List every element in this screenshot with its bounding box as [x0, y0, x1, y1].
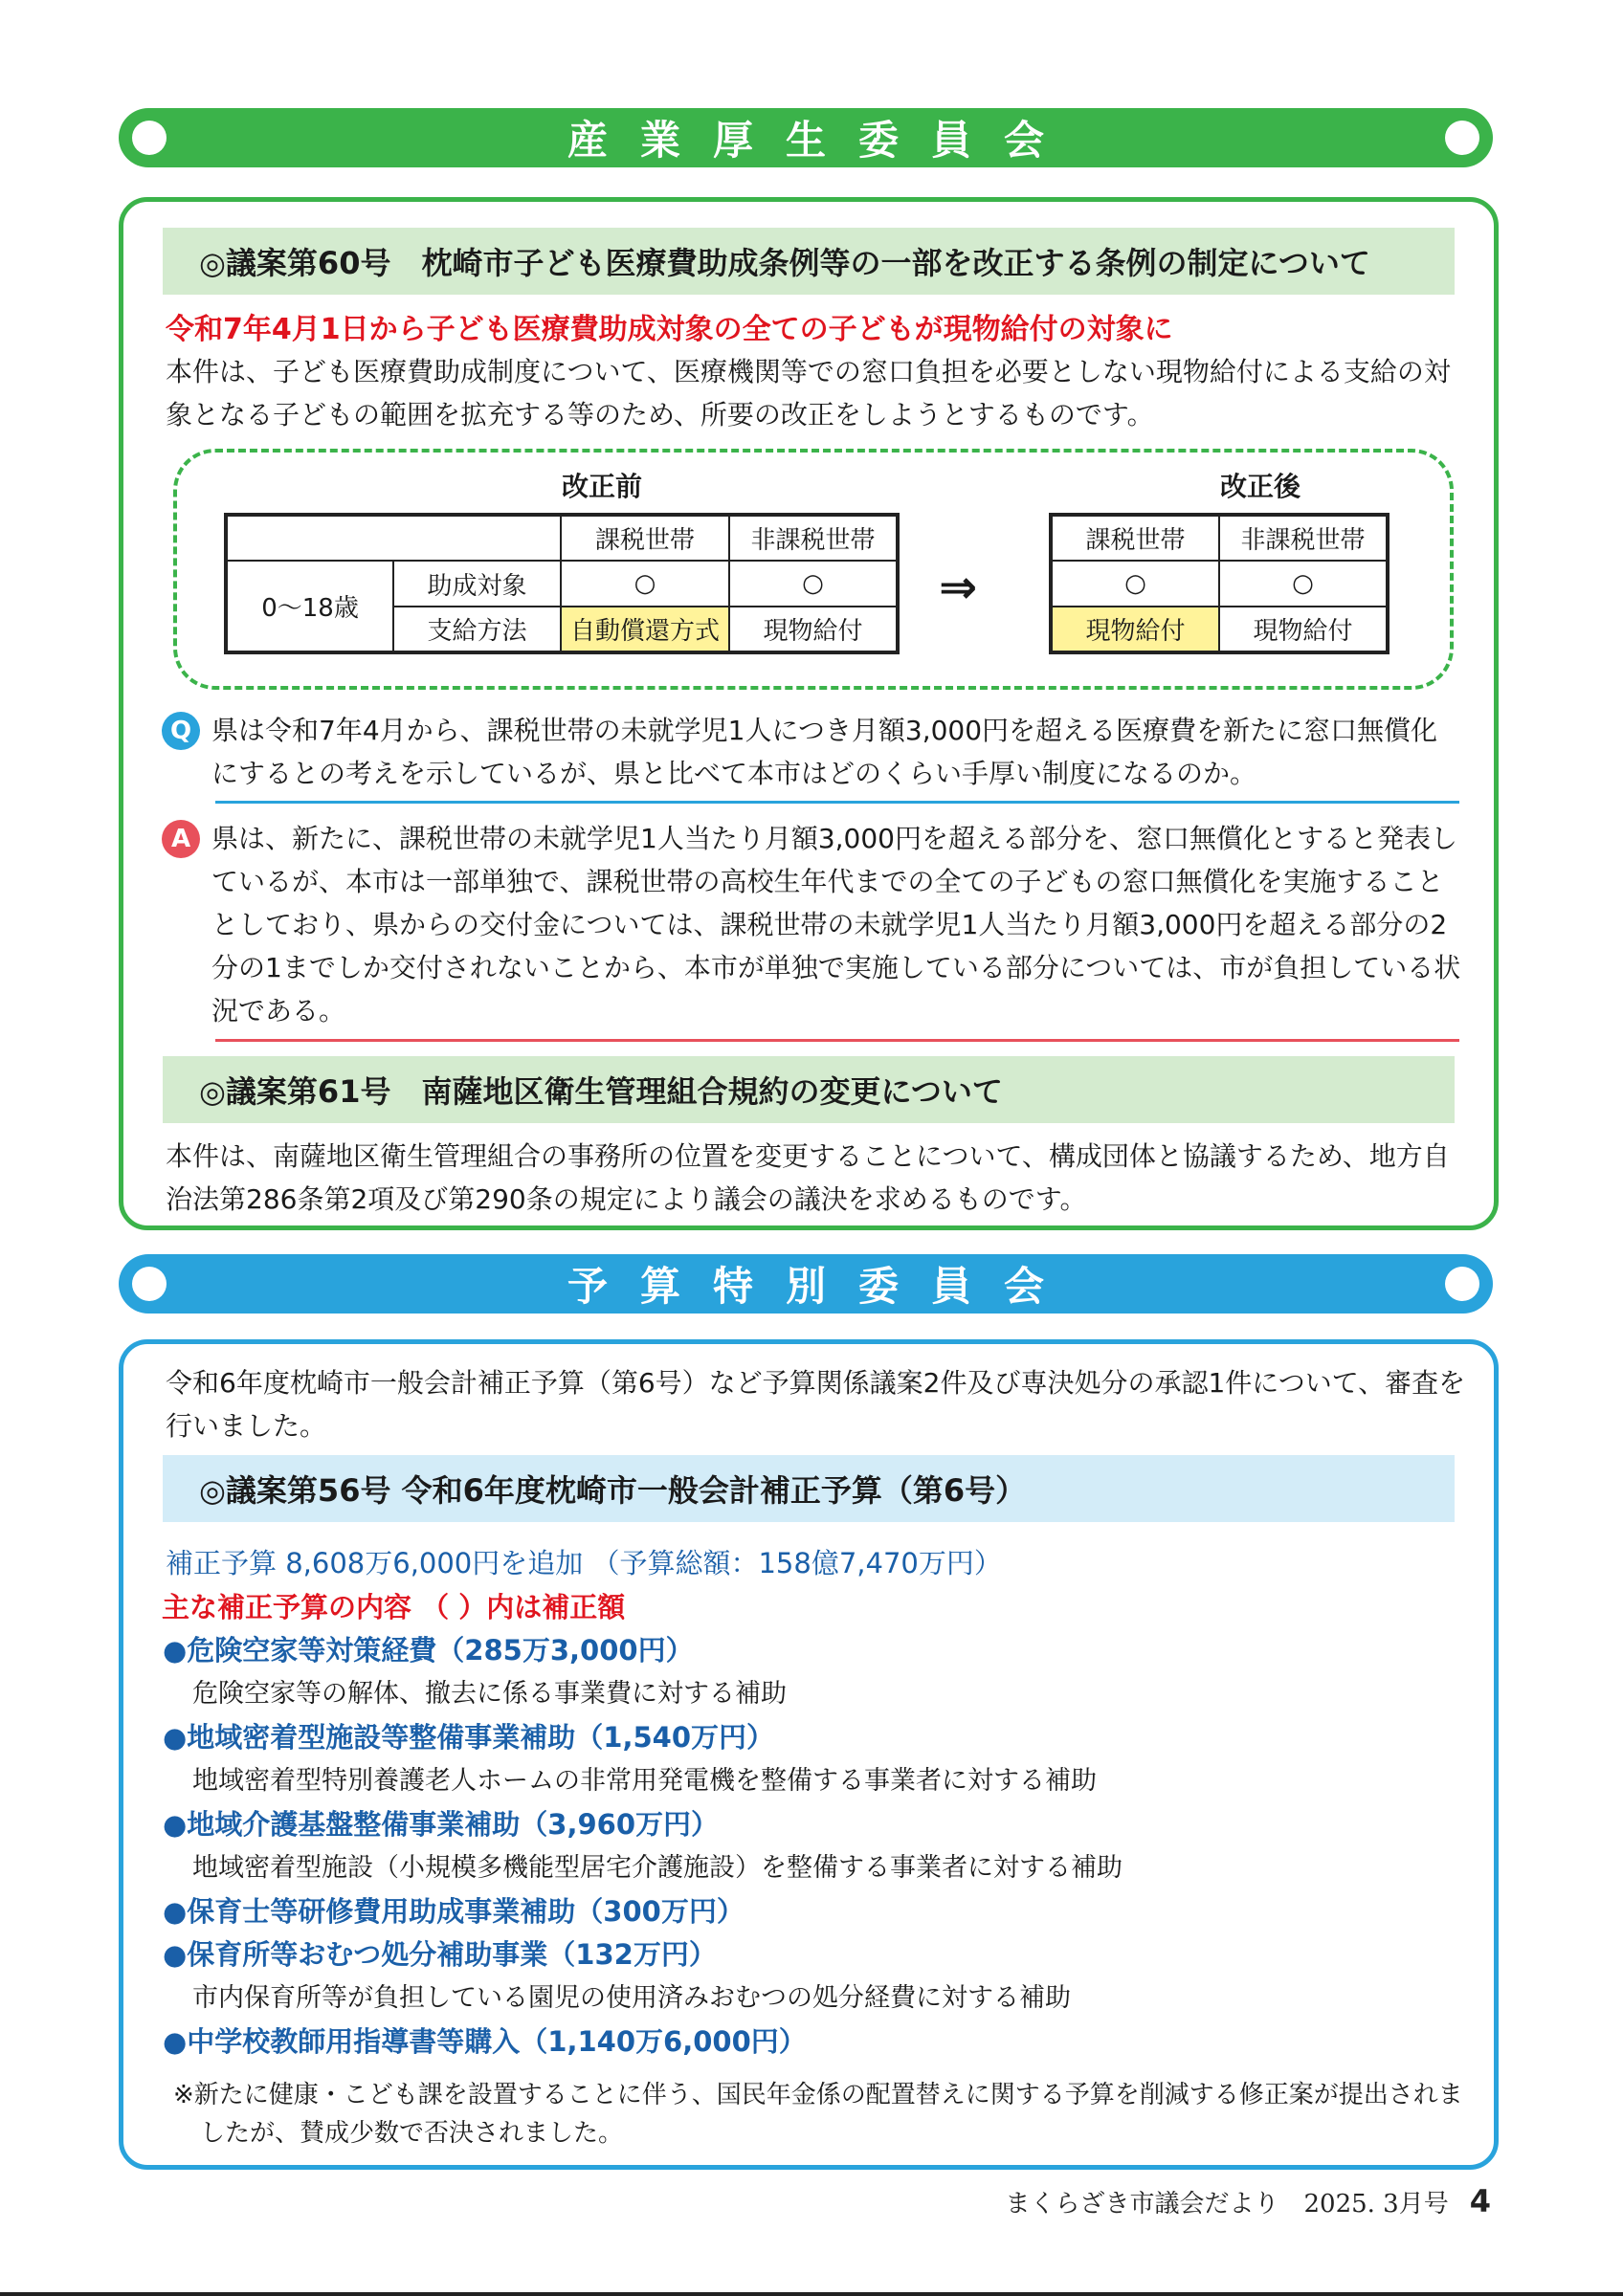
budget-item-title: ●地域密着型施設等整備事業補助（1,540万円） — [163, 1721, 775, 1754]
row-label-method: 支給方法 — [393, 607, 561, 652]
before-r1c1: ○ — [561, 561, 729, 607]
budget-intro: 令和6年度枕崎市一般会計補正予算（第6号）など予算関係議案2件及び専決処分の承認1件について、審査を行いました。 — [166, 1367, 1466, 1442]
bill-heading-61: ◎議案第61号 南薩地区衛生管理組合規約の変更について — [163, 1056, 1455, 1123]
age-cell: 0～18歳 — [226, 561, 393, 652]
row-label-eligible: 助成対象 — [393, 561, 561, 607]
bottom-border — [0, 2292, 1623, 2296]
after-r1c2: ○ — [1219, 561, 1388, 607]
budget-item-desc: 危険空家等の解体、撤去に係る事業費に対する補助 — [192, 1679, 787, 1709]
publication-name: まくらざき市議会だより 2025. 3月号 — [1005, 2190, 1449, 2219]
banner-dot-right — [1445, 1267, 1479, 1301]
budget-summary: 補正予算 8,608万6,000円を追加 （予算総額：158億7,470万円） — [166, 1547, 1002, 1579]
budget-item-title: ●保育所等おむつ処分補助事業（132万円） — [163, 1938, 717, 1971]
amendment-note: ※新たに健康・こども課を設置することに伴う、国民年金係の配置替えに関する予算を削減する修正案が提出されましたが、賛成少数で否決されました。 — [173, 2081, 1463, 2148]
banner-dot-right — [1445, 121, 1479, 155]
a-badge-icon: A — [162, 820, 200, 858]
banner-dot-left — [132, 121, 167, 155]
before-corner — [226, 515, 561, 561]
before-col-nontaxed: 非課税世帯 — [729, 515, 898, 561]
page-number: 4 — [1469, 2183, 1491, 2219]
before-caption: 改正前 — [561, 471, 642, 502]
section-banner-sangyo — [119, 108, 1493, 167]
items-header: 主な補正予算の内容 （ ）内は補正額 — [162, 1591, 626, 1623]
question-block — [162, 709, 1463, 795]
bill-heading-56: ◎議案第56号 令和6年度枕崎市一般会計補正予算（第6号） — [163, 1455, 1455, 1522]
after-r2c1: 現物給付 — [1051, 607, 1219, 652]
page-footer — [1005, 2183, 1491, 2219]
section-box-yosan — [119, 1339, 1499, 2170]
answer-block — [162, 817, 1463, 1032]
before-r2c2: 現物給付 — [729, 607, 898, 652]
budget-item-desc: 市内保育所等が負担している園児の使用済みおむつの処分経費に対する補助 — [192, 1983, 1071, 2013]
budget-item-title: ●危険空家等対策経費（285万3,000円） — [163, 1634, 694, 1667]
bill-highlight: 令和7年4月1日から子ども医療費助成対象の全ての子どもが現物給付の対象に — [166, 313, 1173, 346]
banner-dot-left — [132, 1267, 167, 1301]
budget-item-title: ●中学校教師用指導書等購入（1,140万6,000円） — [163, 2025, 807, 2058]
bill-heading-60: ◎議案第60号 枕崎市子ども医療費助成条例等の一部を改正する条例の制定について — [163, 228, 1455, 295]
before-r2c1: 自動償還方式 — [561, 607, 729, 652]
before-r1c2: ○ — [729, 561, 898, 607]
bill-body-61: 本件は、南薩地区衛生管理組合の事務所の位置を変更することについて、構成団体と協議するため、地方自治法第286条第2項及び第290条の規定により議会の議決を求めるものです。 — [166, 1140, 1450, 1215]
answer-divider — [215, 1039, 1459, 1042]
after-table — [1049, 513, 1390, 654]
after-col-taxed: 課税世帯 — [1051, 515, 1219, 561]
answer-text: 県は、新たに、課税世帯の未就学児1人当たり月額3,000円を超える部分を、窓口無償化とすると発表しているが、本市は一部単独で、課税世帯の高校生年代までの全ての子どもの窓口無償化を実施することとしており、県からの交付金については、課税世帯の未就学児1人当たり月額3,000円を超える部分の2分の1までしか交付されないことから、本市が単独で実施している部分については、市が負担している状況である。 — [211, 823, 1461, 1027]
budget-item-desc: 地域密着型特別養護老人ホームの非常用発電機を整備する事業者に対する補助 — [192, 1766, 1097, 1796]
after-col-nontaxed: 非課税世帯 — [1219, 515, 1388, 561]
before-table — [224, 513, 900, 654]
question-divider — [215, 801, 1459, 804]
question-text: 県は令和7年4月から、課税世帯の未就学児1人につき月額3,000円を超える医療費を新たに窓口無償化にするとの考えを示しているが、県と比べて本市はどのくらい手厚い制度になるのか。 — [211, 715, 1438, 789]
section-banner-yosan — [119, 1254, 1493, 1314]
q-badge-icon: Q — [162, 712, 200, 750]
budget-item-title: ●地域介護基盤整備事業補助（3,960万円） — [163, 1808, 720, 1841]
budget-item-title: ●保育士等研修費用助成事業補助（300万円） — [163, 1895, 745, 1928]
after-r2c2: 現物給付 — [1219, 607, 1388, 652]
arrow-icon: ⇒ — [939, 561, 978, 614]
after-r1c1: ○ — [1051, 561, 1219, 607]
section-title: 産業厚生委員会 — [567, 117, 1077, 164]
after-caption: 改正後 — [1219, 471, 1301, 502]
section-title: 予算特別委員会 — [567, 1263, 1077, 1310]
before-col-taxed: 課税世帯 — [561, 515, 729, 561]
bill-body-60: 本件は、子ども医療費助成制度について、医療機関等での窓口負担を必要としない現物給付による支給の対象となる子どもの範囲を拡充する等のため、所要の改正をしようとするものです。 — [166, 356, 1451, 430]
budget-item-desc: 地域密着型施設（小規模多機能型居宅介護施設）を整備する事業者に対する補助 — [192, 1853, 1123, 1883]
section-box-sangyo — [119, 197, 1499, 1230]
